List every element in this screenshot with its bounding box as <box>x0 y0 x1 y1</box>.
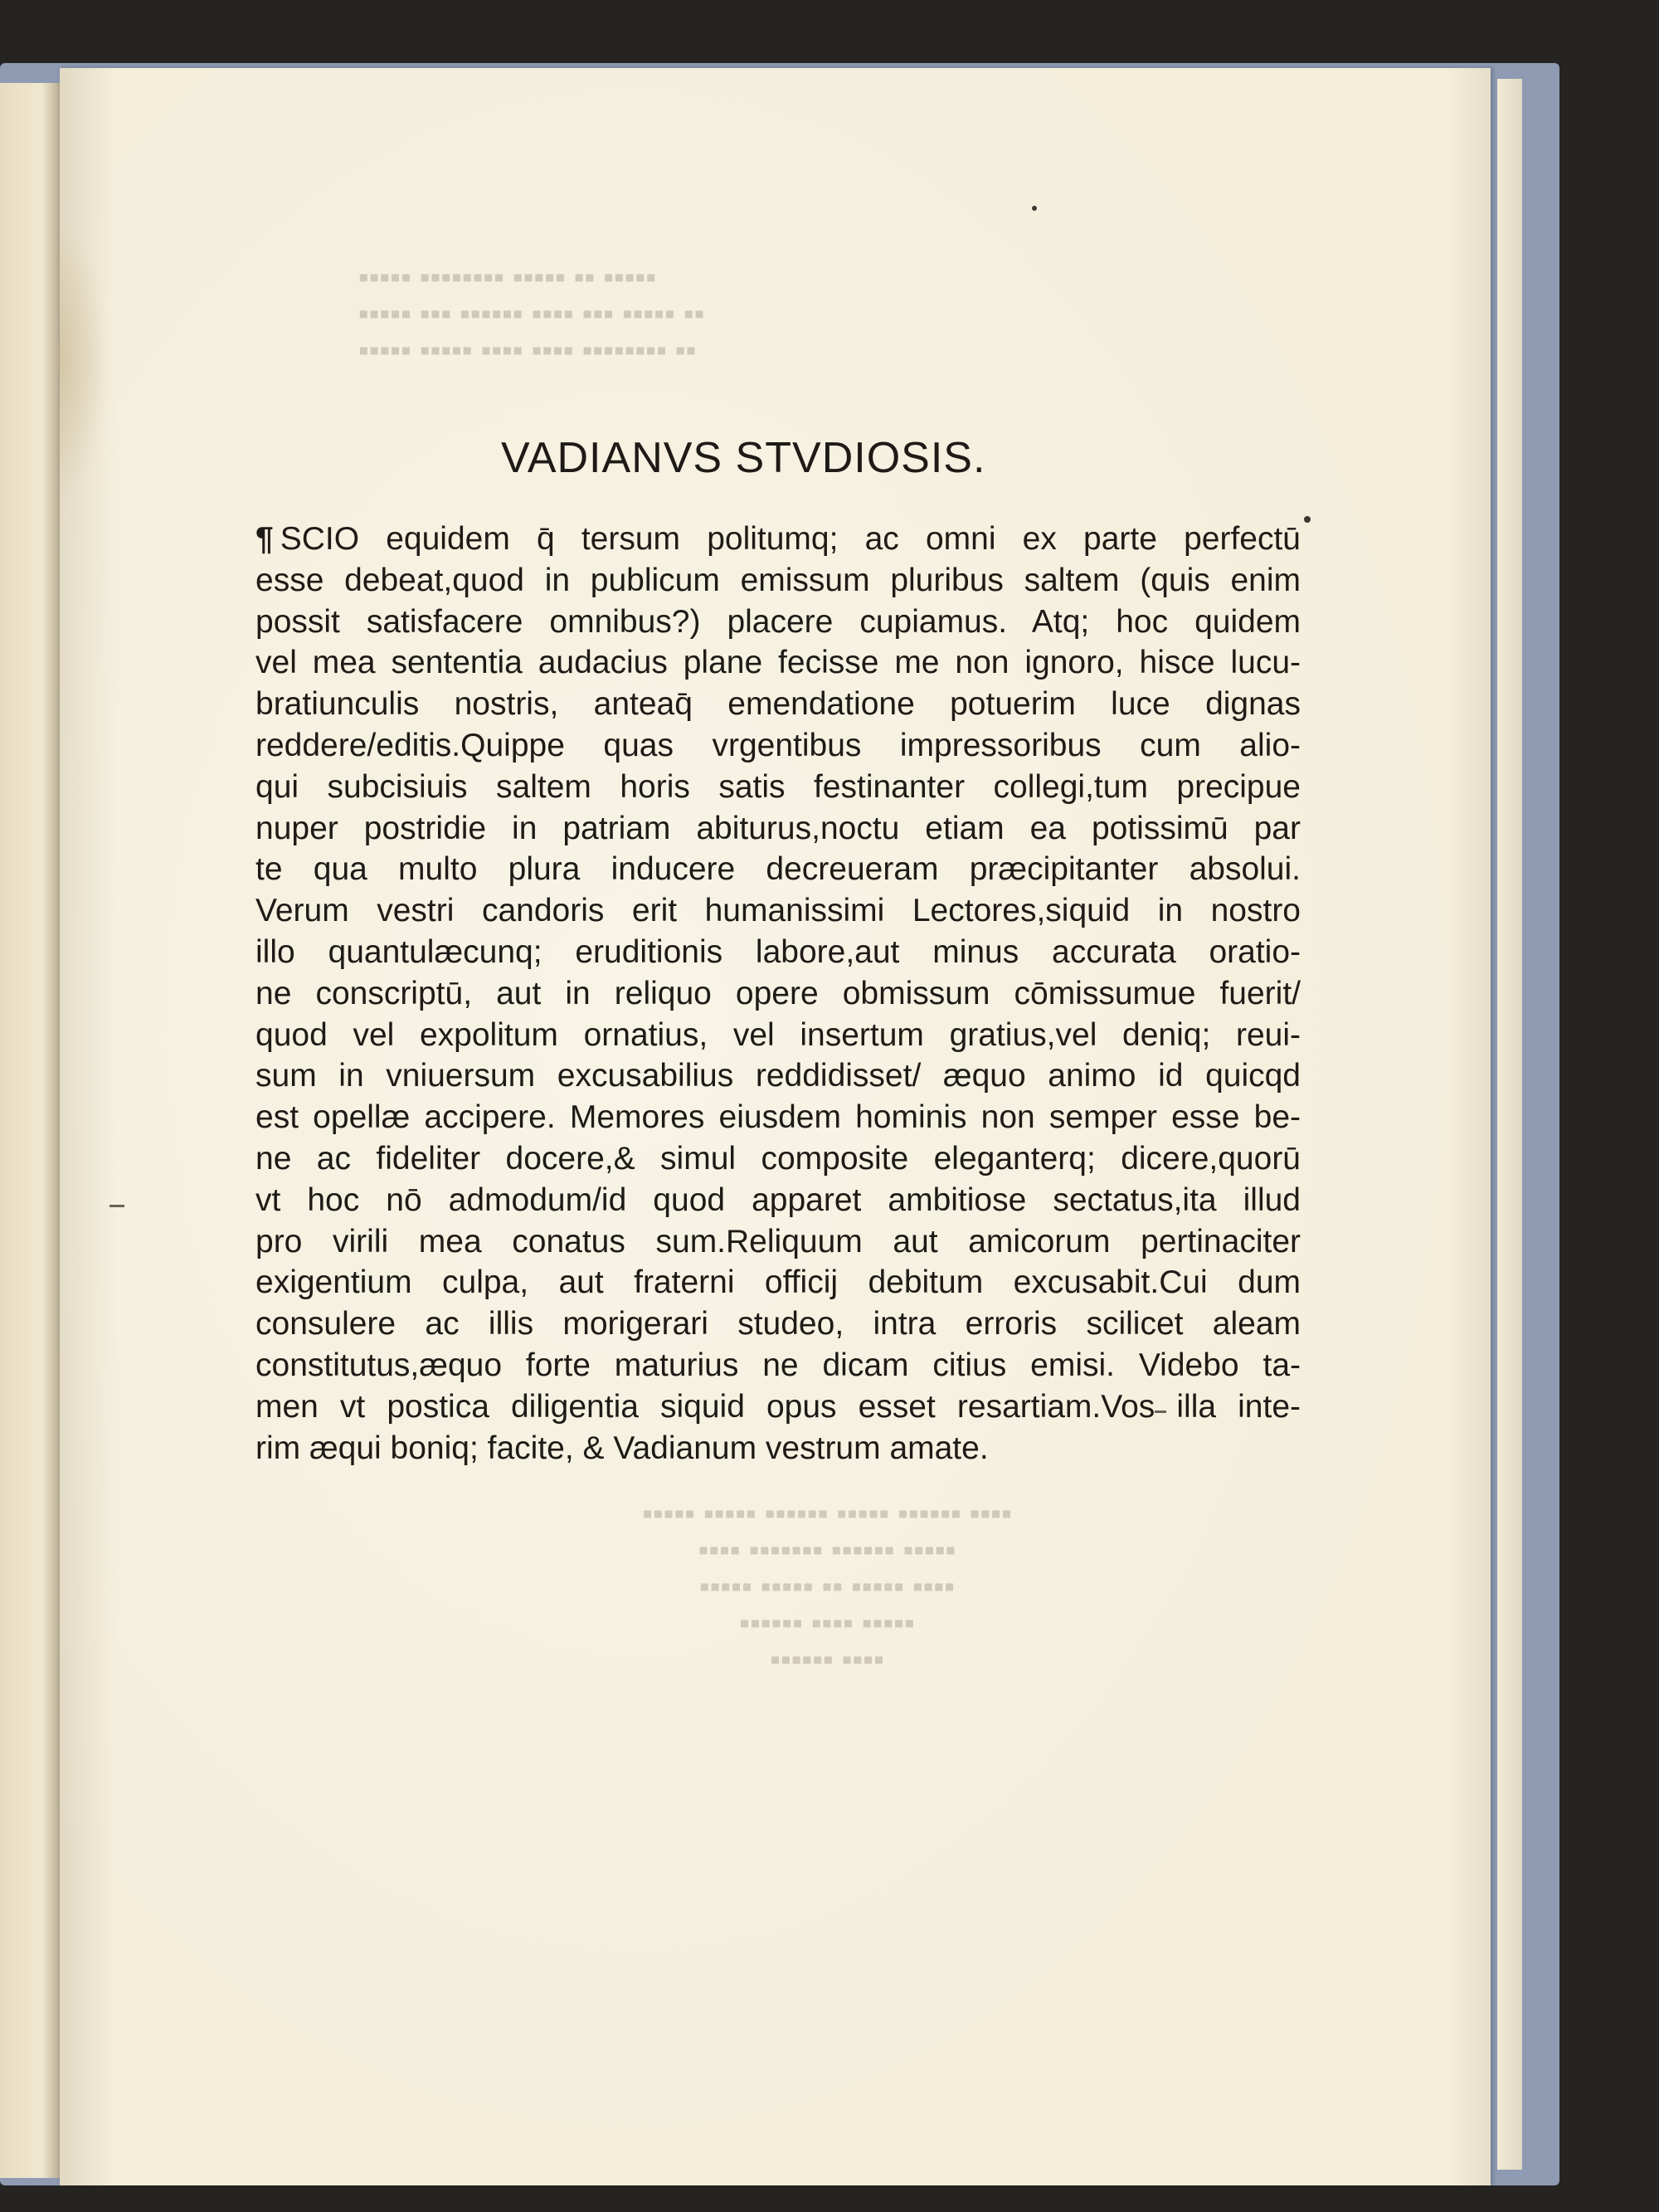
text-line: bratiunculis nostris, anteaq̄ emendatione potuerim luce dignas <box>255 686 1301 723</box>
text-line: pro virili mea conatus sum.Reliquum aut amicorum pertinaciter <box>255 1223 1301 1259</box>
text-line: quod vel expolitum ornatius, vel insertum gratius,vel deniq; reui- <box>255 1016 1301 1053</box>
text-line: constitutus,æquo forte maturius ne dicam citius emisi. Videbo ta- <box>255 1347 1301 1383</box>
text-line: te qua multo plura inducere decreueram præcipitanter absolui. <box>255 851 1301 888</box>
text-line: consulere ac illis morigerari studeo, intra erroris scilicet aleam <box>255 1306 1301 1342</box>
text-line: illo quantulæcunq; eruditionis labore,aut minus accurata oratio- <box>255 933 1301 970</box>
text-line: vel mea sententia audacius plane fecisse me non ignoro, hisce lucu- <box>255 645 1301 681</box>
pilcrow-mark: ¶ <box>255 521 274 557</box>
line-text: SCIO equidem q̄ tersum politumq; ac omni ex parte perfectū <box>280 521 1301 557</box>
text-line: men vt postica diligentia siquid opus esset resartiam.Vos illa inte- <box>255 1388 1301 1425</box>
fore-edge <box>1497 79 1522 2170</box>
page-stain <box>60 217 109 499</box>
text-line <box>255 519 1301 560</box>
text-line: Verum vestri candoris erit humanissimi Lectores,siquid in nostro <box>255 893 1301 929</box>
left-page-edge <box>0 83 60 2178</box>
text-line: est opellæ accipere. Memores eiusdem hominis non semper esse be- <box>255 1099 1301 1136</box>
text-line: ne ac fideliter docere,& simul composite eleganterq; dicere,quorū <box>255 1140 1301 1177</box>
text-line: exigentium culpa, aut fraterni officij debitum excusabit.Cui dum <box>255 1264 1301 1301</box>
text-line: reddere/editis.Quippe quas vrgentibus impressoribus cum alio- <box>255 727 1301 763</box>
body-text <box>255 519 1301 1469</box>
ink-speck <box>1304 516 1311 523</box>
text-line: vt hoc nō admodum/id quod apparet ambitiose sectatus,ita illud <box>255 1182 1301 1218</box>
text-line: esse debeat,quod in publicum emissum pluribus saltem (quis enim <box>255 562 1301 598</box>
book-page <box>60 68 1491 2185</box>
ink-mark <box>109 1205 124 1207</box>
page-title: VADIANVS STVDIOSIS. <box>501 434 986 482</box>
ink-speck <box>1032 206 1037 211</box>
text-line: qui subcisiuis saltem horis satis festinanter collegi,tum precipue <box>255 768 1301 805</box>
text-line: rim æqui boniq; facite, & Vadianum vestrum amate. <box>255 1430 989 1466</box>
text-line: ne conscriptū, aut in reliquo opere obmissum cōmissumue fuerit/ <box>255 975 1301 1011</box>
show-through-bottom: ▪▪▪▪ ▪▪▪▪▪▪ ▪▪▪▪▪ ▪▪▪▪▪▪ ▪▪▪▪▪ ▪▪▪▪▪ ▪▪▪▪▪ ▪▪▪▪▪▪ ▪▪▪▪▪▪▪ ▪▪▪▪ ▪▪▪▪ ▪▪▪▪▪ ▪▪ ▪▪▪▪▪ ▪▪▪▪▪ ▪▪▪▪▪ ▪▪▪▪ ▪▪▪▪▪▪ ▪▪▪▪ ▪▪▪▪▪▪ <box>642 1496 1012 1676</box>
show-through-top: ▪▪▪▪▪ ▪▪ ▪▪▪▪▪ ▪▪▪▪▪▪▪▪ ▪▪▪▪▪ ▪▪ ▪▪▪▪▪ ▪▪▪ ▪▪▪▪ ▪▪▪▪▪▪ ▪▪▪ ▪▪▪▪▪ ▪▪ ▪▪▪▪▪▪▪▪ ▪▪▪▪ ▪▪▪▪ ▪▪▪▪▪ ▪▪▪▪▪ <box>358 260 705 367</box>
text-line: nuper postridie in patriam abiturus,noctu etiam ea potissimū par <box>255 810 1301 846</box>
text-line: possit satisfacere omnibus?) placere cupiamus. Atq; hoc quidem <box>255 603 1301 640</box>
text-line: sum in vniuersum excusabilius reddidisset/ æquo animo id quicqd <box>255 1058 1301 1094</box>
